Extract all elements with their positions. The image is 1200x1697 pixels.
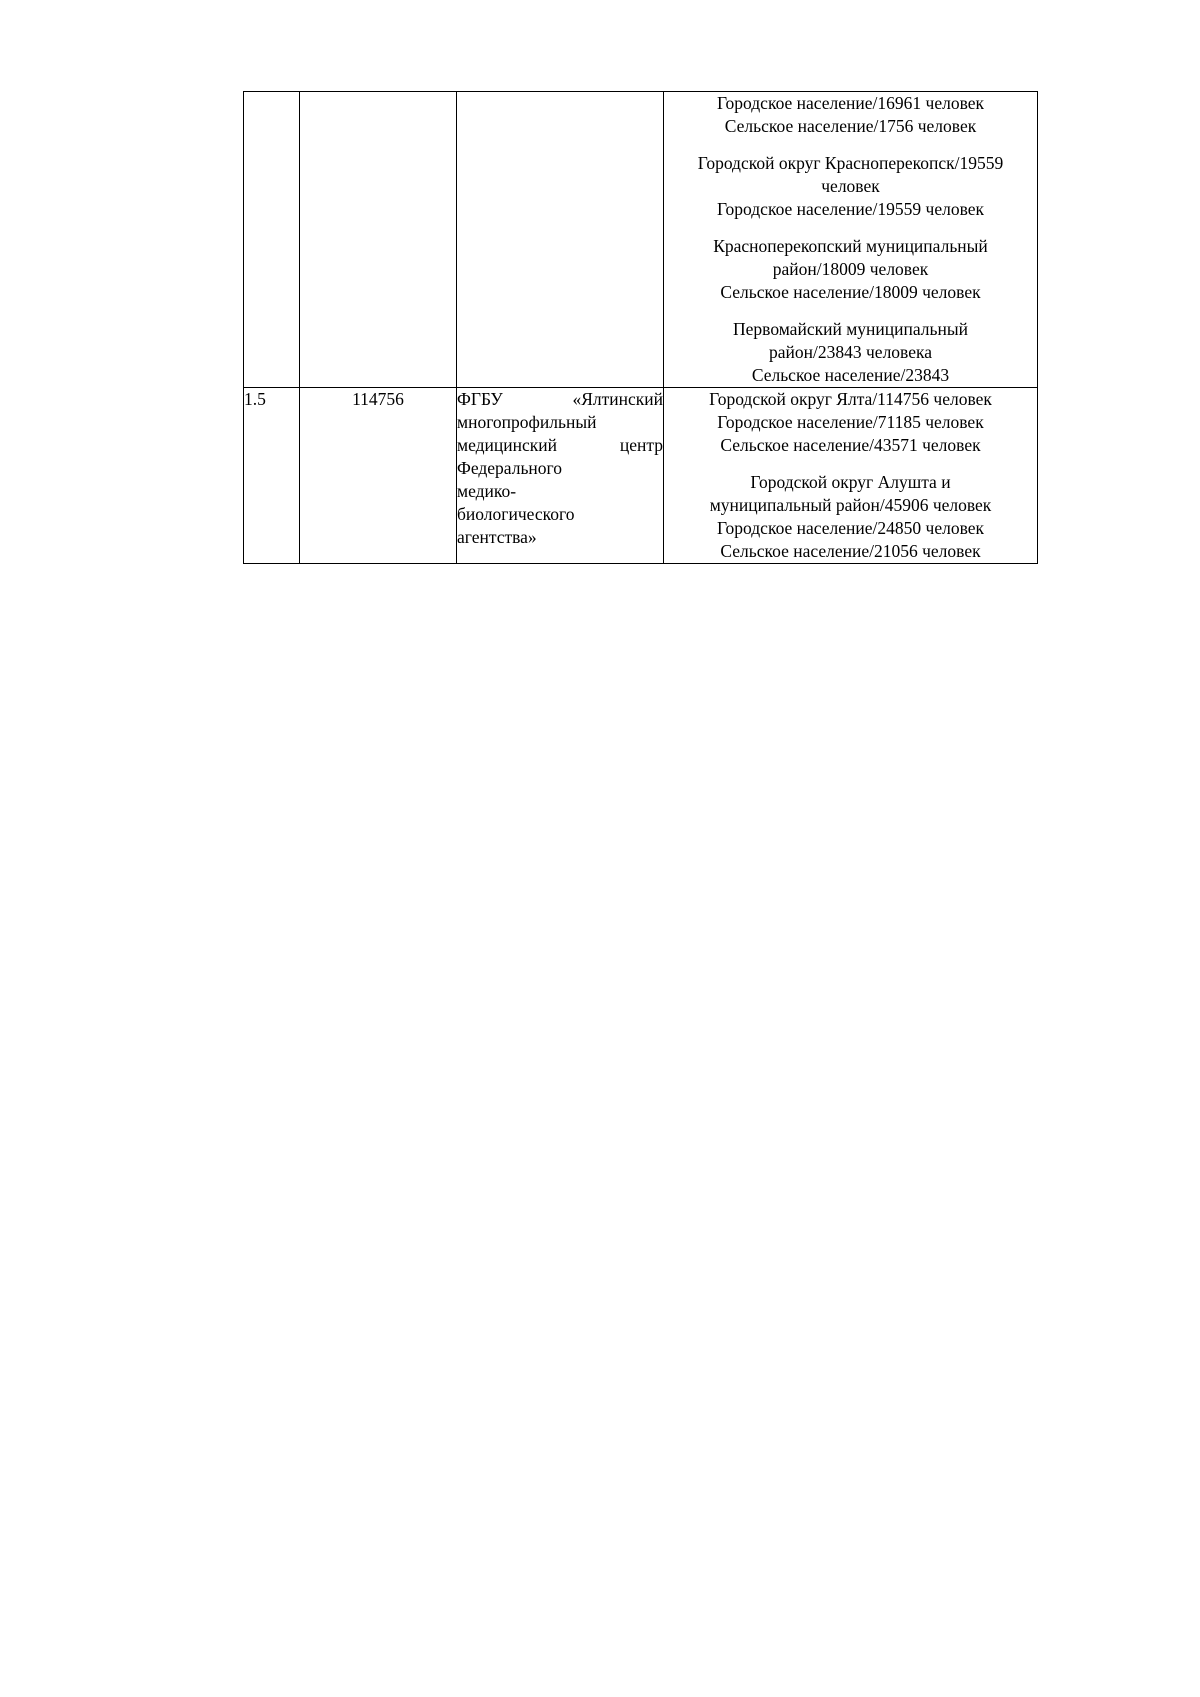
population-line: Сельское население/1756 человек (724, 116, 977, 136)
population-block (664, 471, 1037, 563)
organization-cell (457, 388, 664, 564)
row-number-cell (244, 92, 300, 388)
population-block (664, 318, 1037, 387)
organization-word: «Ялтинский (572, 389, 663, 409)
table-row (244, 388, 1038, 564)
organization-word: ФГБУ (457, 389, 503, 409)
organization-word: биологического (457, 504, 575, 524)
row-code-cell: 114756 (300, 388, 457, 564)
organization-line (457, 434, 663, 457)
population-block (664, 235, 1037, 304)
organization-word: центр (619, 435, 663, 455)
organization-line (457, 411, 663, 434)
population-line: Городское население/19559 человек (716, 199, 985, 219)
row-number-cell: 1.5 (244, 388, 300, 564)
population-cell (664, 92, 1038, 388)
organization-word: агентства» (457, 527, 537, 547)
population-line: человек (821, 176, 880, 196)
population-line: район/18009 человек (772, 259, 929, 279)
population-line: Городское население/24850 человек (716, 518, 985, 538)
population-block (664, 92, 1037, 138)
population-block (664, 388, 1037, 457)
population-line: Городской округ Ялта/114756 человек (709, 389, 992, 409)
row-code-cell (300, 92, 457, 388)
population-line: муниципальный район/45906 человек (709, 495, 992, 515)
organization-line (457, 480, 663, 503)
population-table (243, 91, 1038, 564)
population-line: Сельское население/21056 человек (720, 541, 981, 561)
population-line: Сельское население/23843 (751, 365, 950, 385)
organization-line (457, 388, 663, 411)
population-cell (664, 388, 1038, 564)
population-line: Сельское население/43571 человек (720, 435, 981, 455)
organization-line (457, 526, 663, 549)
population-block (664, 152, 1037, 221)
population-line: Городской округ Красноперекопск/19559 (697, 153, 1004, 173)
population-line: район/23843 человека (769, 342, 932, 362)
population-line: Городской округ Алушта и (750, 472, 951, 492)
population-line: Сельское население/18009 человек (720, 282, 981, 302)
population-line: Городское население/71185 человек (717, 412, 984, 432)
organization-line (457, 457, 663, 480)
population-line: Городское население/16961 человек (716, 93, 985, 113)
organization-word: Федерального (457, 458, 563, 478)
organization-word: медико- (457, 481, 517, 501)
organization-line (457, 503, 663, 526)
population-line: Красноперекопский муниципальный (713, 236, 988, 256)
population-line: Первомайский муниципальный (733, 319, 968, 339)
organization-word: многопрофильный (457, 412, 597, 432)
table-row (244, 92, 1038, 388)
organization-word: медицинский (457, 435, 557, 455)
organization-cell (457, 92, 664, 388)
